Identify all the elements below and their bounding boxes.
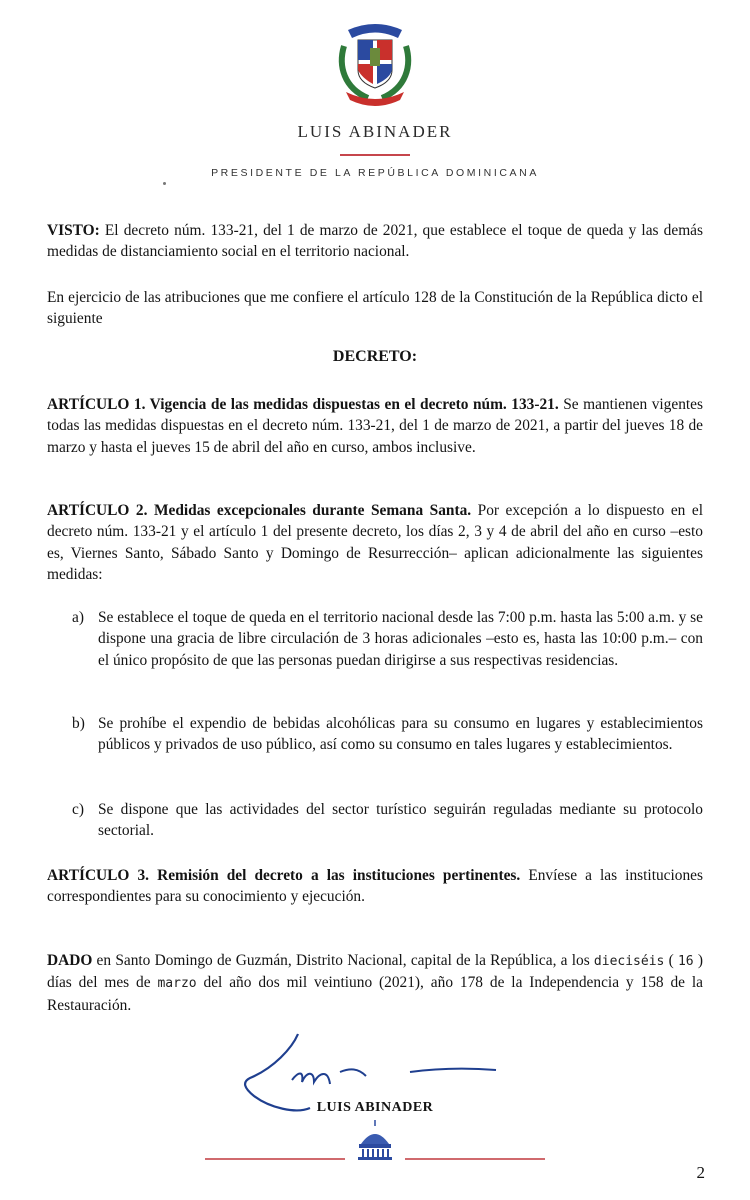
president-title: PRESIDENTE DE LA REPÚBLICA DOMINICANA (211, 167, 539, 179)
signatory-name: LUIS ABINADER (316, 1100, 434, 1115)
list-item-text: Se dispone que las actividades del sector turístico seguirán reguladas mediante su protocolo sectorial. (98, 801, 703, 840)
dado-label: DADO (47, 952, 93, 969)
ejercicio-paragraph: En ejercicio de las atribuciones que me confiere el artículo 128 de la Constitución de la República dicto el siguiente (47, 289, 703, 328)
list-item-text: Se prohíbe el expendio de bebidas alcohólicas para su consumo en lugares y establecimientos públicos y privados de uso público, así como su consumo en tales lugares y establecimientos. (98, 715, 703, 754)
list-item-text: Se establece el toque de queda en el territorio nacional desde las 7:00 p.m. hasta las 5:00 a.m. y se dispone una gracia de libre circulación de 3 horas adicionales –esto es, hasta las 10:00 p.m.– con el único propósito de que las personas puedan dirigirse a sus respectivas residencias. (98, 609, 703, 669)
header-divider (340, 154, 410, 156)
dado-paragraph (47, 950, 703, 1016)
list-item-label: b) (72, 715, 85, 732)
day-close: ) días del mes de (47, 952, 703, 992)
articulo-2-title: ARTÍCULO 2. Medidas excepcionales durante Semana Santa. (47, 502, 472, 519)
president-name: LUIS ABINADER (297, 122, 453, 141)
articulo-2 (47, 500, 703, 585)
day-words: dieciséis (593, 954, 665, 969)
list-item (72, 799, 703, 842)
articulo-1-text: Se mantienen vigentes todas las medidas dispuestas en el decreto núm. 133-21, del 1 de marzo de 2021, a partir del jueves 18 de marzo y hasta el jueves 15 de abril del año en curso, ambos inclusive. (47, 396, 704, 456)
list-item (72, 713, 703, 756)
day-number: 16 (677, 954, 694, 969)
dado-text-2: del año dos mil veintiuno (2021), año 178 de la Independencia y 158 de la Restauración. (47, 974, 703, 1014)
palace-dome-icon (355, 1118, 395, 1162)
visto-label: VISTO: (47, 222, 100, 239)
dado-text-1: en Santo Domingo de Guzmán, Distrito Nacional, capital de la República, a los (92, 952, 594, 969)
articulo-1 (47, 394, 703, 458)
list-item-label: c) (72, 801, 84, 818)
decreto-heading: DECRETO: (332, 348, 418, 365)
visto-text: El decreto núm. 133-21, del 1 de marzo de 2021, que establece el toque de queda y las demás medidas de distanciamiento social en el territorio nacional. (47, 222, 703, 261)
speck (163, 182, 166, 185)
footer-rule-left (205, 1158, 345, 1160)
footer-rule-right (405, 1158, 545, 1160)
list-item-label: a) (72, 609, 84, 626)
coat-of-arms-icon (334, 16, 416, 106)
day-open: ( (664, 952, 678, 969)
articulo-3-text: Envíese a las instituciones correspondientes para su conocimiento y ejecución. (47, 867, 703, 906)
articulo-3 (47, 865, 703, 908)
visto-paragraph (47, 220, 703, 263)
list-item (72, 607, 703, 671)
articulo-1-title: ARTÍCULO 1. Vigencia de las medidas dispuestas en el decreto núm. 133-21. (47, 396, 559, 413)
articulo-2-text: Por excepción a lo dispuesto en el decreto núm. 133-21 y el artículo 1 del presente decreto, los días 2, 3 y 4 de abril del año en curso –esto es, Viernes Santo, Sábado Santo y Domingo de Resurrección– aplican adicionalmente las siguientes medidas: (47, 502, 703, 583)
page-number: 2 (696, 1163, 705, 1182)
articulo-3-title: ARTÍCULO 3. Remisión del decreto a las instituciones pertinentes. (47, 867, 521, 884)
month: marzo (157, 976, 197, 992)
